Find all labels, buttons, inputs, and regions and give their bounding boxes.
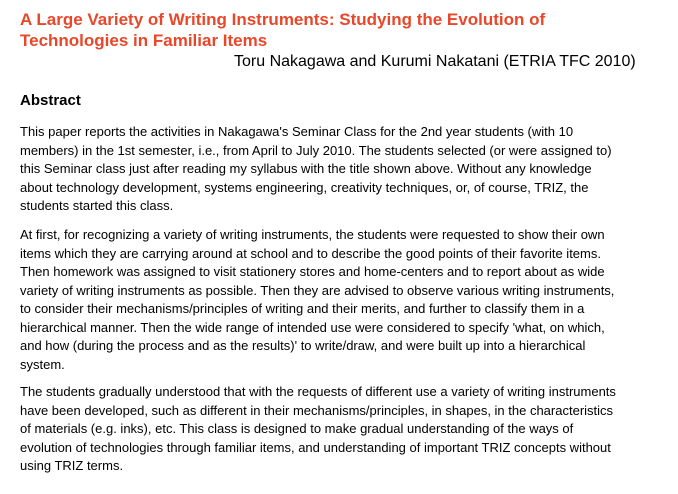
text-line: have been developed, such as different in their mechanisms/principles, in shapes, in the characteristics bbox=[20, 402, 614, 418]
text-line: students started this class. bbox=[20, 198, 174, 213]
text-line: variety of writing instruments as possible. Then they are advised to observe various writing instruments, bbox=[20, 282, 615, 298]
text-line: evolution of technologies through familiar items, and understanding of important TRIZ concepts without bbox=[20, 439, 611, 455]
text-line: to consider their mechanisms/principles of writing and their merits, and further to classify them in a bbox=[20, 301, 585, 316]
text-line: this Seminar class just after reading my syllabus with the title shown above. Without any knowledge bbox=[20, 161, 592, 176]
text-line: At first, for recognizing a variety of writing instruments, the students were requested to show their own bbox=[20, 227, 605, 242]
text-line: This paper reports the activities in Nakagawa's Seminar Class for the 2nd year students (with 10 bbox=[20, 124, 574, 139]
text-line: about technology development, systems engineering, creativity techniques, or, of course, TRIZ, the bbox=[20, 179, 589, 195]
text-line: The students gradually understood that with the requests of different use a variety of writing instruments bbox=[20, 384, 616, 399]
text-line: Then homework was assigned to visit stationery stores and home-centers and to report about as wide bbox=[20, 264, 605, 279]
paper-title-line: A Large Variety of Writing Instruments: Studying the Evolution of bbox=[20, 10, 546, 29]
text-line: and how (during the process and as the results)' to write/draw, and were built up into a hierarchical bbox=[20, 338, 586, 353]
text-line: using TRIZ terms. bbox=[20, 458, 124, 473]
paper-title bbox=[20, 9, 670, 51]
abstract-paragraph-3 bbox=[20, 383, 668, 476]
abstract-paragraph-2 bbox=[20, 226, 668, 374]
text-line: hierarchical manner. Then the wide range of intended use were considered to specify 'what, on which, bbox=[20, 319, 605, 335]
paper-title-line: Technologies in Familiar Items bbox=[20, 31, 268, 50]
text-line: members) in the 1st semester, i.e., from April to July 2010. The students selected (or were assigned to) bbox=[20, 142, 612, 158]
abstract-paragraph-1 bbox=[20, 123, 668, 216]
text-line: items which they are carrying around at school and to describe the good points of their favorite items. bbox=[20, 245, 601, 261]
text-line: system. bbox=[20, 356, 65, 372]
paper-authors: Toru Nakagawa and Kurumi Nakatani (ETRIA TFC 2010) bbox=[234, 53, 636, 70]
text-line: of materials (e.g. inks), etc. This class is designed to make gradual understanding of the ways of bbox=[20, 421, 574, 436]
abstract-heading: Abstract bbox=[20, 92, 81, 109]
